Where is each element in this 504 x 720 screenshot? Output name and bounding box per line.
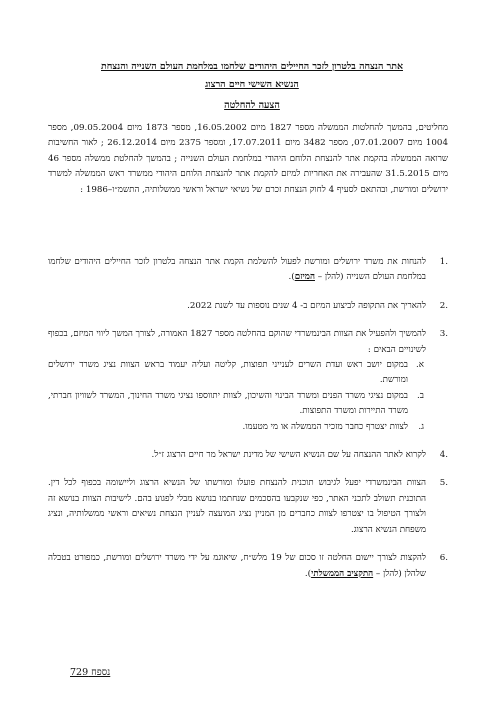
sub-item-b xyxy=(48,389,426,420)
item-number: 6. xyxy=(439,553,448,564)
resolution-item-2 xyxy=(48,299,448,314)
item-number: 1. xyxy=(439,257,448,267)
appendix-label: נספח 729 xyxy=(70,667,111,678)
resolution-item-4 xyxy=(48,448,448,463)
sub-item-c xyxy=(48,420,426,435)
sub-item-letter: ג. xyxy=(418,421,424,432)
item-bold-term: המיזם xyxy=(294,272,315,283)
item-number: 3. xyxy=(439,329,448,340)
item-text-end: ). xyxy=(288,272,295,283)
sub-item-text: לצוות יצטרף כחבר מזכיר הממשלה או מי מטעמו. xyxy=(242,421,408,432)
resolution-item-5 xyxy=(48,476,448,538)
item-text: הצוות הבינמשרדי יפעל לגיבוש תוכנית להנצחת פועלו ומורשתו של הנשיא הרצוג וליישומה בכפוף לכל דין. התוכנית תשולב לתכני האתר, כפי שנקבעו בהסכמים שנחתמו בנושא מבלי לפגוע בהם. לישיבות הצוות בנושא זה ולצורך הטיפול בו יצטרפו לצוות כחברים מן המניין נציג המועצה לעניין הנצחת נשיאים וראשי ממשלותיה, ונציג משפחת הנשיא הרצוג. xyxy=(48,478,426,535)
resolution-item-1 xyxy=(48,255,448,286)
title-line-2: הנשיא השישי חיים הרצוג xyxy=(205,79,299,90)
title-line-1: אתר הנצחה בלטרון לזכר החיילים היהודים שלחמו במלחמת העולם השנייה והנצחת xyxy=(101,61,403,72)
sub-item-letter: א. xyxy=(416,360,424,371)
document-title xyxy=(40,58,464,94)
resolution-items xyxy=(48,255,448,595)
sub-item-letter: ב. xyxy=(417,390,424,401)
item-text: לקרוא לאתר ההנצחה על שם הנשיא השישי של מדינת ישראל מר חיים הרצוג ז״ל. xyxy=(151,450,426,461)
item-bold-term: התקציב הממשלתי xyxy=(311,568,374,579)
sub-item-text: במקום יושב ראש ועדת השרים לענייני תפוצות, קליטה ועליה יעמוד בראש הצוות נציג משרד ירושלים ומורשת. xyxy=(48,360,408,386)
sub-item-text: במקום נציגי משרד הפנים ומשרד הבינוי והשיכון, לצוות יתווספו נציגי משרד החינוך, המשרד לשוויון חברתי, משרד התיירות ומשרד התפוצות. xyxy=(48,390,408,417)
item-number: 5. xyxy=(439,478,448,489)
item-text: להנחות את משרד ירושלים ומורשת לפעול להשלמת הקמת אתר הנצחה בלטרון לזכר החיילים היהודים שלחמו במלחמת העולם השנייה (להלן – xyxy=(48,257,426,283)
intro-paragraph: מחליטים, בהמשך להחלטות הממשלה מספר 1827 מיום 16.05.2002, מספר 1873 מיום 09.05.2004, מספר 1004 מיום 07.01.2007, מספר 3482 מיום 17.07.2011, ומספר 2375 מיום 26.12.2014 ; לאור החשיבות שרואה הממשלה בהקמת אתר להנצחת הלוחם היהודי במלחמת העולם השנייה ; בהמשך להחלטת ממשלה מספר 46 מיום 31.5.2015 שהעבירה את האחריות למיזם להקמת אתר להנצחת הלוחם היהודי ממשרד ראש הממשלה למשרד ירושלים ומורשת, ובהתאם לסעיף 4 לחוק הנצחת זכרם של נשיאי ישראל וראשי ממשלותיה, התשמ״ו–1986 : xyxy=(48,123,448,195)
item-text: להאריך את התקופה לביצוע המיזם ב- 4 שנים נוספות עד לשנת 2022. xyxy=(187,300,426,311)
item-text: להמשיך ולהפעיל את הצוות הבינמשרדי שהוקם בהחלטה מספר 1827 האמורה, לצורך המשך ליווי המיזם, בכפוף לשינויים הבאים : xyxy=(48,329,426,355)
item-text-end: ). xyxy=(304,568,312,579)
item-number: 4. xyxy=(439,450,448,461)
resolution-item-3 xyxy=(48,327,448,435)
item-text: להקצות לצורך יישום החלטה זו סכום של 19 מלש״ח, שיאוגמ על ידי משרד ירושלים ומורשת, כמפורט בטבלה שלהלן (להלן – xyxy=(48,553,426,579)
document-subtitle: הצעה להחלטה xyxy=(224,100,280,111)
item-number: 2. xyxy=(439,300,448,311)
resolution-item-6 xyxy=(48,551,448,582)
sub-item-a xyxy=(48,358,426,389)
